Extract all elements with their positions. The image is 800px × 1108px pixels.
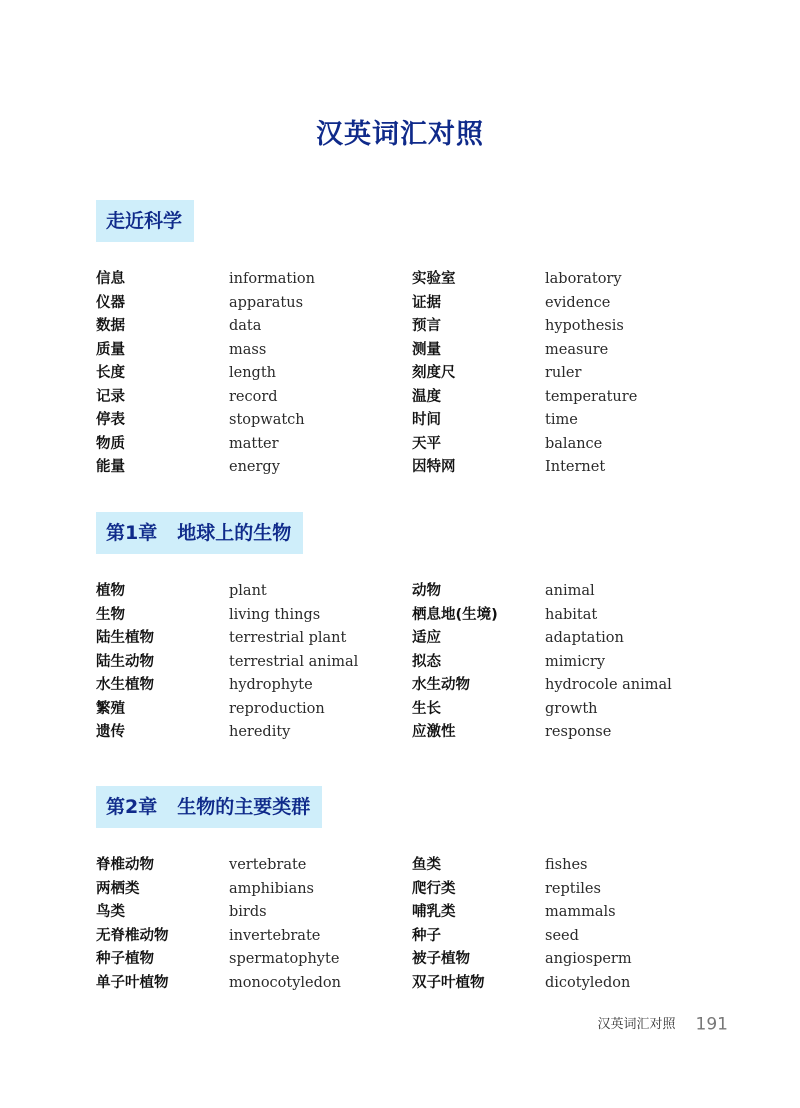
english-term: reptiles: [545, 880, 601, 897]
term-table: [96, 854, 736, 995]
english-term: balance: [545, 435, 603, 452]
term-row: [96, 854, 736, 878]
chinese-term: 哺乳类: [412, 904, 456, 920]
english-term: amphibians: [229, 880, 314, 897]
english-term: hydrocole animal: [545, 677, 672, 693]
term-row: [96, 651, 736, 675]
english-term: mammals: [545, 904, 616, 920]
term-row: [96, 901, 736, 925]
page-number: 191: [695, 1014, 728, 1035]
english-term: vertebrate: [229, 857, 307, 873]
chinese-term: 实验室: [412, 271, 456, 287]
english-term: mimicry: [545, 653, 606, 670]
chinese-term: 植物: [96, 583, 125, 599]
english-term: birds: [229, 904, 267, 920]
term-row: [96, 674, 736, 698]
english-term: angiosperm: [545, 951, 632, 967]
english-term: heredity: [229, 724, 291, 740]
english-term: mass: [229, 341, 267, 358]
chinese-term: 种子植物: [96, 951, 154, 967]
term-row: [96, 604, 736, 628]
english-term: measure: [545, 341, 609, 358]
term-row: [96, 627, 736, 651]
english-term: plant: [229, 583, 267, 599]
english-term: dicotyledon: [545, 974, 631, 991]
chinese-term: 数据: [96, 318, 125, 334]
english-term: seed: [545, 927, 579, 944]
english-term: habitat: [545, 606, 598, 623]
chinese-term: 生长: [412, 700, 441, 717]
chapter-number: 第2章: [106, 796, 158, 818]
chinese-term: 种子: [412, 927, 441, 944]
term-row: [96, 948, 736, 972]
term-row: [96, 268, 736, 292]
chinese-term: 预言: [412, 318, 441, 334]
english-term: time: [545, 412, 578, 428]
chinese-term: 双子叶植物: [412, 974, 485, 991]
english-term: hydrophyte: [229, 677, 313, 693]
section-title: 地球上的生物: [177, 522, 292, 544]
english-term: length: [229, 365, 277, 381]
english-term: terrestrial animal: [229, 653, 359, 670]
section-title: 走近科学: [106, 210, 183, 232]
english-term: living things: [229, 606, 321, 623]
english-term: apparatus: [229, 294, 304, 311]
section-title: 生物的主要类群: [177, 796, 311, 818]
term-row: [96, 456, 736, 480]
chinese-term: 生物: [96, 606, 125, 623]
english-term: energy: [229, 459, 280, 475]
chinese-term: 爬行类: [412, 880, 456, 897]
term-row: [96, 721, 736, 745]
chapter-number: 第1章: [106, 522, 158, 544]
chinese-term: 停表: [96, 412, 125, 428]
chinese-term: 适应: [412, 630, 441, 646]
chinese-term: 天平: [412, 435, 441, 452]
term-row: [96, 878, 736, 902]
chinese-term: 信息: [96, 271, 125, 287]
english-term: ruler: [545, 365, 582, 381]
english-term: invertebrate: [229, 927, 321, 944]
footer-label: 汉英词汇对照: [597, 1016, 676, 1032]
section-chapter-1: [96, 512, 736, 745]
english-term: response: [545, 724, 612, 740]
chinese-term: 质量: [96, 341, 125, 358]
chinese-term: 仪器: [96, 294, 125, 311]
section-header: [96, 200, 194, 242]
chinese-term: 长度: [96, 365, 125, 381]
english-term: stopwatch: [229, 412, 305, 428]
chinese-term: 动物: [412, 583, 441, 599]
chinese-term: 栖息地(生境): [412, 606, 498, 623]
english-term: information: [229, 271, 315, 287]
english-term: adaptation: [545, 630, 624, 646]
term-row: [96, 433, 736, 457]
english-term: monocotyledon: [229, 974, 341, 991]
term-row: [96, 409, 736, 433]
chinese-term: 遗传: [96, 724, 125, 740]
english-term: hypothesis: [545, 318, 624, 334]
chinese-term: 记录: [96, 388, 125, 405]
chinese-term: 无脊椎动物: [96, 927, 169, 944]
term-row: [96, 386, 736, 410]
term-row: [96, 339, 736, 363]
chinese-term: 应激性: [412, 724, 456, 740]
section-intro-science: [96, 200, 736, 480]
chinese-term: 脊椎动物: [96, 857, 154, 873]
english-term: spermatophyte: [229, 951, 340, 967]
english-term: matter: [229, 435, 279, 452]
chinese-term: 能量: [96, 459, 125, 475]
chinese-term: 鱼类: [412, 857, 441, 873]
chinese-term: 测量: [412, 341, 441, 358]
page-title: 汉英词汇对照: [316, 119, 484, 150]
chinese-term: 陆生动物: [96, 653, 154, 670]
chinese-term: 陆生植物: [96, 630, 154, 646]
term-row: [96, 580, 736, 604]
chinese-term: 物质: [96, 435, 125, 452]
english-term: fishes: [545, 857, 588, 873]
english-term: evidence: [545, 294, 611, 311]
chinese-term: 两栖类: [96, 880, 140, 897]
english-term: growth: [545, 700, 598, 717]
section-header: [96, 786, 322, 828]
english-term: record: [229, 388, 278, 405]
term-row: [96, 315, 736, 339]
term-row: [96, 292, 736, 316]
section-header: [96, 512, 303, 554]
chinese-term: 鸟类: [96, 904, 125, 920]
chinese-term: 温度: [412, 388, 441, 405]
page-footer: [598, 1013, 728, 1035]
chinese-term: 因特网: [412, 459, 456, 475]
term-table: [96, 580, 736, 745]
chinese-term: 拟态: [412, 653, 441, 670]
chinese-term: 时间: [412, 412, 441, 428]
term-row: [96, 362, 736, 386]
english-term: reproduction: [229, 700, 325, 717]
chinese-term: 证据: [412, 294, 441, 311]
chinese-term: 刻度尺: [412, 365, 456, 381]
chinese-term: 水生植物: [96, 677, 154, 693]
section-chapter-2: [96, 786, 736, 995]
chinese-term: 单子叶植物: [96, 974, 169, 991]
english-term: laboratory: [545, 271, 622, 287]
term-row: [96, 972, 736, 996]
english-term: data: [229, 318, 262, 334]
chinese-term: 水生动物: [412, 677, 470, 693]
english-term: terrestrial plant: [229, 630, 347, 646]
term-row: [96, 698, 736, 722]
english-term: Internet: [545, 459, 606, 475]
chinese-term: 繁殖: [96, 700, 125, 717]
english-term: animal: [545, 583, 595, 599]
chinese-term: 被子植物: [412, 951, 470, 967]
english-term: temperature: [545, 388, 638, 405]
term-row: [96, 925, 736, 949]
term-table: [96, 268, 736, 480]
